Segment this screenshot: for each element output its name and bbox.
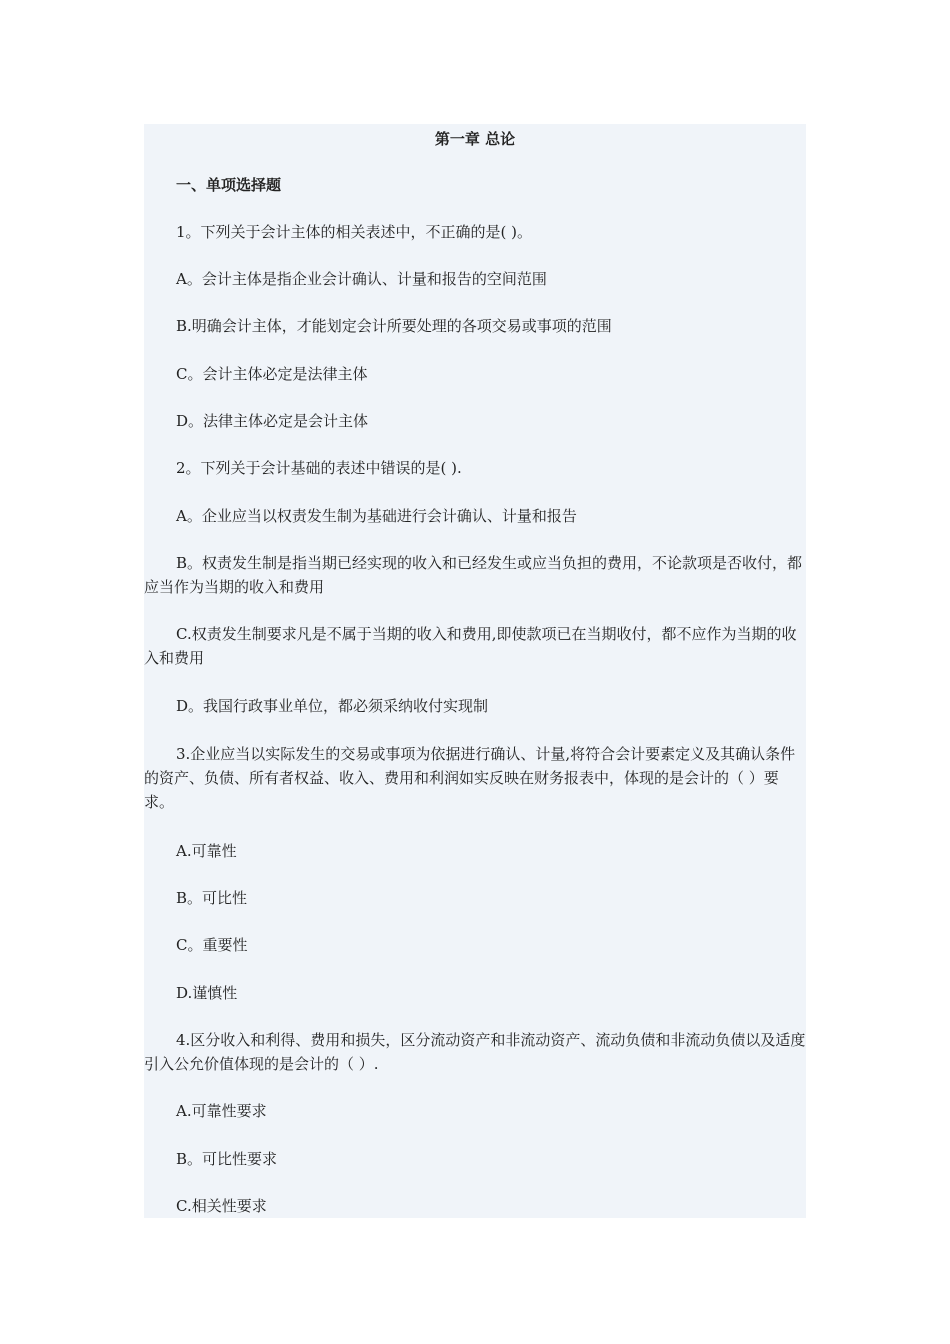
question-3-option-a: A.可靠性 [176,842,237,860]
document-content-area [144,124,806,1218]
chapter-title: 第一章 总论 [434,130,516,148]
question-3-option-b: B。可比性 [176,889,248,907]
question-4-option-c: C.相关性要求 [176,1197,267,1215]
question-4-stem: 4.区分收入和利得、费用和损失，区分流动资产和非流动资产、流动负债和非流动负债以及适度引入公允价值体现的是会计的（ ）. [144,1031,806,1073]
question-3-option-d: D.谨慎性 [176,984,238,1002]
question-4-option-b: B。可比性要求 [176,1150,278,1168]
question-2-stem: 2。下列关于会计基础的表述中错误的是( ). [176,459,462,477]
question-1-option-a: A。会计主体是指企业会计确认、计量和报告的空间范围 [176,270,547,288]
section-heading: 一、单项选择题 [176,176,282,194]
question-1-option-c: C。会计主体必定是法律主体 [176,365,368,383]
question-2-option-a: A。企业应当以权责发生制为基础进行会计确认、计量和报告 [176,507,577,525]
question-4-option-a: A.可靠性要求 [176,1102,267,1120]
question-2-option-c: C.权责发生制要求凡是不属于当期的收入和费用,即使款项已在当期收付，都不应作为当期的收入和费用 [144,625,797,667]
question-2-option-d: D。我国行政事业单位，都必须采纳收付实现制 [176,697,489,715]
question-2-option-b: B。权责发生制是指当期已经实现的收入和已经发生或应当负担的费用，不论款项是否收付，都应当作为当期的收入和费用 [144,554,803,596]
question-3-stem: 3.企业应当以实际发生的交易或事项为依据进行确认、计量,将符合会计要素定义及其确认条件的资产、负债、所有者权益、收入、费用和利润如实反映在财务报表中，体现的是会计的（ ）要求。 [144,745,796,811]
question-3-option-c: C。重要性 [176,936,248,954]
question-1-option-d: D。法律主体必定是会计主体 [176,412,369,430]
question-1-option-b: B.明确会计主体，才能划定会计所要处理的各项交易或事项的范围 [176,317,612,335]
question-1-stem: 1。下列关于会计主体的相关表述中，不正确的是( )。 [176,223,533,241]
